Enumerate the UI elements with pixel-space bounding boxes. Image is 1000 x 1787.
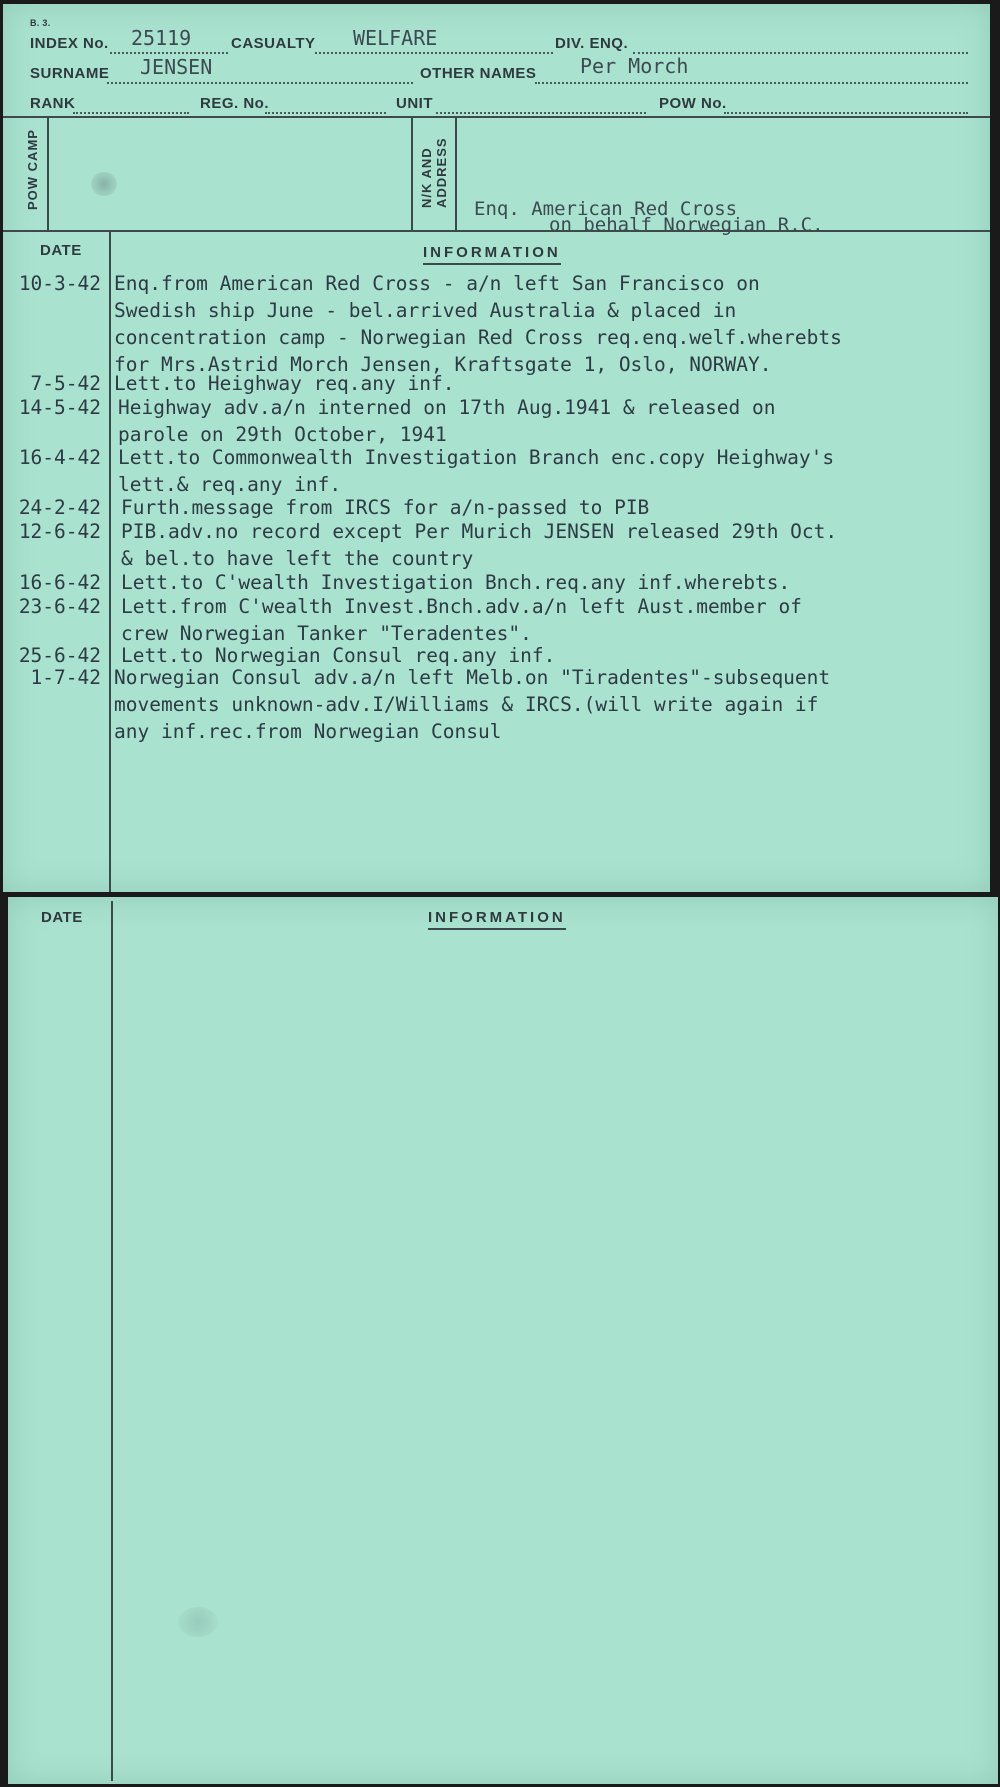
div-enq-label: DIV. ENQ. — [555, 35, 629, 52]
nk-address-line1: Enq. American Red Cross — [474, 198, 738, 220]
date-column-divider — [109, 232, 111, 892]
unit-label: UNIT — [396, 95, 433, 112]
entry-text-line: Lett.to Commonwealth Investigation Branch enc.copy Heighway's — [118, 446, 835, 469]
nk-address-label-line2: ADDRESS — [434, 137, 449, 208]
ink-smudge — [91, 172, 117, 196]
entry-date: 1-7-42 — [30, 666, 101, 689]
entry-text-line: Enq.from American Red Cross - a/n left San Francisco on — [114, 272, 760, 295]
reg-no-label: REG. No. — [200, 95, 270, 112]
index-no-label: INDEX No. — [30, 35, 109, 52]
form-code: B. 3. — [30, 18, 51, 28]
index-no-dotted-line — [110, 52, 228, 54]
entry-date: 10-3-42 — [18, 272, 101, 295]
entry-date: 16-4-42 — [18, 446, 101, 469]
index-no-value: 25119 — [131, 26, 192, 50]
entry-text-line: Norwegian Consul adv.a/n left Melb.on "Tiradentes"-subsequent — [114, 666, 831, 689]
entry-date: 25-6-42 — [18, 644, 101, 667]
entry-date: 14-5-42 — [18, 396, 101, 419]
surname-label: SURNAME — [30, 65, 110, 82]
back-date-column-header: DATE — [41, 909, 83, 926]
date-column-header: DATE — [40, 242, 82, 259]
pow-camp-divider — [47, 118, 49, 232]
nk-left-divider — [411, 118, 413, 232]
pow-camp-label: POW CAMP — [25, 129, 40, 210]
casualty-value: WELFARE — [353, 26, 438, 50]
record-card-back — [8, 897, 998, 1784]
entry-text-line: any inf.rec.from Norwegian Consul — [114, 720, 502, 743]
entry-text-line: Lett.from C'wealth Invest.Bnch.adv.a/n left Aust.member of — [121, 595, 802, 618]
unit-dotted-line — [436, 112, 646, 114]
rank-label: RANK — [30, 95, 76, 112]
rank-dotted-line — [73, 112, 189, 114]
pow-no-dotted-line — [724, 112, 968, 114]
entry-text-line: Swedish ship June - bel.arrived Australia & placed in — [114, 299, 737, 322]
entry-date: 23-6-42 — [18, 595, 101, 618]
entry-text-line: parole on 29th October, 1941 — [118, 423, 447, 446]
back-smudge — [178, 1607, 218, 1637]
entry-date: 12-6-42 — [18, 520, 101, 543]
entry-text-line: Lett.to C'wealth Investigation Bnch.req.any inf.wherebts. — [121, 571, 791, 594]
surname-dotted-line — [107, 82, 413, 84]
reg-no-dotted-line — [265, 112, 386, 114]
pow-box-bottom-rule — [3, 230, 990, 232]
nk-right-divider — [455, 118, 457, 232]
other-names-label: OTHER NAMES — [420, 65, 537, 82]
entry-text-line: Heighway adv.a/n interned on 17th Aug.1941 & released on — [118, 396, 776, 419]
entry-date: 16-6-42 — [18, 571, 101, 594]
entry-text-line: Furth.message from IRCS for a/n-passed to PIB — [121, 496, 650, 519]
entry-text-line: movements unknown-adv.I/Williams & IRCS.(will write again if — [114, 693, 819, 716]
back-information-column-header: INFORMATION — [428, 909, 566, 930]
pow-box-top-rule — [3, 116, 990, 118]
other-names-dotted-line — [535, 82, 968, 84]
pow-no-label: POW No. — [659, 95, 727, 112]
entry-text-line: & bel.to have left the country — [121, 547, 474, 570]
entry-text-line: lett.& req.any inf. — [118, 473, 342, 496]
entry-text-line: for Mrs.Astrid Morch Jensen, Kraftsgate 1, Oslo, NORWAY. — [114, 353, 772, 376]
nk-address-label-line1: N/K AND — [419, 147, 434, 208]
entry-text-line: PIB.adv.no record except Per Murich JENSEN released 29th Oct. — [121, 520, 838, 543]
entry-text-line: concentration camp - Norwegian Red Cross req.enq.welf.wherebts — [114, 326, 842, 349]
entry-text-line: crew Norwegian Tanker "Teradentes". — [121, 622, 532, 645]
record-card-front — [3, 4, 990, 892]
entry-text-line: Lett.to Heighway req.any inf. — [114, 372, 455, 395]
nk-address-line2: on behalf Norwegian R.C. — [549, 214, 824, 236]
casualty-label: CASUALTY — [231, 35, 316, 52]
surname-value: JENSEN — [140, 55, 213, 79]
other-names-value: Per Morch — [580, 54, 689, 78]
entry-text-line: Lett.to Norwegian Consul req.any inf. — [121, 644, 556, 667]
back-date-column-divider — [111, 901, 113, 1781]
casualty-dotted-line — [315, 52, 553, 54]
entry-date: 7-5-42 — [30, 372, 101, 395]
entry-date: 24-2-42 — [18, 496, 101, 519]
information-column-header: INFORMATION — [423, 244, 561, 265]
